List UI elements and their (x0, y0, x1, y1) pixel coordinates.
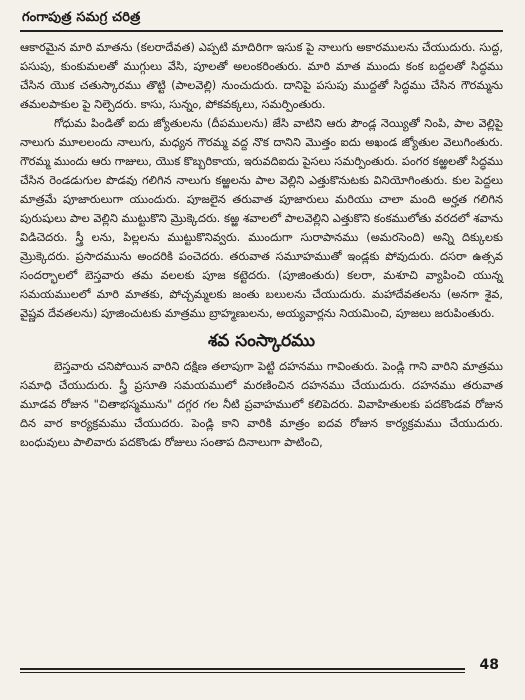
body-text (20, 38, 503, 452)
section-paragraph: బెస్తవారు చనిపోయిన వారిని దక్షిణ తలాపుగా పెట్టి దహనము గావింతురు. పెండ్లి గాని వారిని మాత్రము సమాధి చేయుదురు. స్త్రీ ప్రసూతి సమయములో మరణించిన దహనము చేయుదురు. దహనము తరువాత మూడవ రోజున "చితాభస్మమును" దగ్గర గల నీటి ప్రవాహములో కలిపెదరు. వివాహితులకు పదకొండవ రోజున దిన వార కార్యక్రమము చేయుదరు. పెండ్లి కాని వారికి మాత్రం ఐదవ రోజున కార్యక్రమము చేయుదురు. బంధువులు పాలివారు పదకొండు రోజులు సంతాప దినాలుగా పాటించి, (20, 359, 503, 449)
paragraph-2: గోధుమ పిండితో ఐదు జ్యోతులను (దీపములను) జేసి వాటిని ఆరు పౌండ్ల నెయ్యితో నింపి, పాల వెల్లిపై నాలుగు మూలలందు నాలుగు, మధ్యన గౌరమ్మ వద్ద నొక దానిని మొత్తం ఐదు అఖండ జ్యోతుల వెలుగింతురు. గౌరమ్మ ముందు ఆరు గాజులు, యొక కొబ్బరికాయ, ఇరువదిఐదు పైసలు సమర్పింతురు. పంగర కఱ్ఱలతో సిద్ధము చేసిన రెండడుగుల పొడవు గలిగిన నాలుగు కఱ్ఱలను పాల వెల్లిని ఎత్తుకొనుటకు వినియోగింతురు. కుల పెద్దలు మాత్రమే పూజారులుగా యుందురు. పూజలైన తరువాత పూజారులు మరియు చాలా మంది అర్హత గలిగిన పురుషులు పాల వెల్లిని ముట్టుకొని మ్రొక్కెదరు. కఱ్ఱ శవాలలో పాలవెల్లిని ఎత్తుకొని కంకములోతు వరదలో శవాను విడిచెదరు. స్త్రీ లను, పిల్లలను ముట్టుకొనివ్వరు. ముందుగా సురాపానము (అమరసెంది) అన్ని దిక్కులకు మ్రొక్కెదరు. ప్రసాదమును అందరికి పంచెదరు. తరువాత సమూహముతో ఇండ్లకు పోవుదురు. దసరా ఉత్సవ సందర్భాలలో బెస్తవారు తమ వలలకు పూజ కట్టెదరు. (పూజింతురు) కలరా, మశూచి వ్యాపించి యున్న సమయములలో మారి మాతకు, పోచ్చమ్మలకు జంతు బలులను చేయుదురు. మహాదేవతలను (అనగా శైవ, వైష్ణవ దేవతలను) పూజించుటకు మాత్రము బ్రాహ్మణులను, అయ్యవార్లను నియమించి, పూజలు జరుపింతురు. (20, 116, 503, 320)
footer-rule (20, 668, 465, 670)
section-heading: శవ సంస్కారము (207, 331, 316, 351)
header-rule (20, 30, 503, 32)
paragraph-1: ఆకారమైన మారి మాతను (కలరాదేవత) ఎప్పటి మాదిరిగా ఇసుక పై నాలుగు అకారములను చేయుదురు. సుద్ద, పసుపు, కుంకుమలతో ముగ్గులు వేసి, పూలతో అలంకరింతురు. మారి మాత ముందు కంక బద్దలతో సిద్ధము చేసిన యొక చతుస్కారము తొట్టి (పాలవెల్లి) నుంచుదురు. దానిపై పసుపు ముద్దతో సిద్ధము చేసిన గౌరమ్మను తమలపాకుల పై నిల్పెదరు. కాసు, సున్నం, పోకవక్కలు, సమర్పింతురు. (20, 40, 503, 111)
running-header: గంగాపుత్ర సమగ్ర చరిత్ర (22, 10, 141, 25)
page-number: 48 (479, 657, 499, 673)
